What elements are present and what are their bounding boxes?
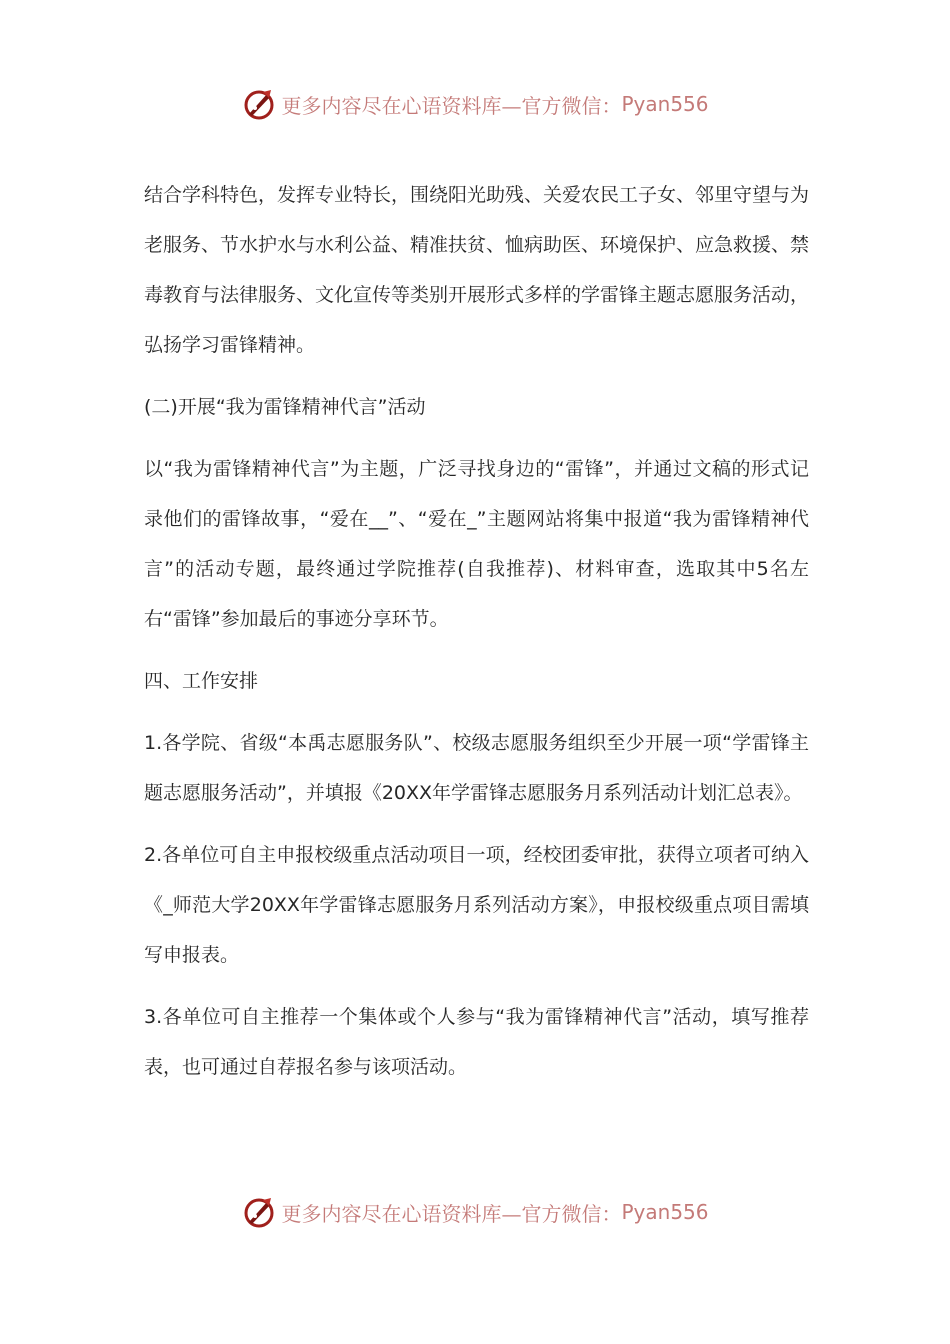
pen-logo-icon [241,1194,277,1230]
paragraph-intro: 结合学科特色，发挥专业特长，围绕阳光助残、关爱农民工子女、邻里守望与为老服务、节水护水与水利公益、精准扶贫、恤病助医、环境保护、应急救援、禁毒教育与法律服务、文化宣传等类别开展形式多样的学雷锋主题志愿服务活动，弘扬学习雷锋精神。 [144,184,810,356]
watermark-id: Pyan556 [621,92,709,116]
watermark-text: 更多内容尽在心语资料库—官方微信： [281,1201,622,1226]
list-item: 3.各单位可自主推荐一个集体或个人参与“我为雷锋精神代言”活动，填写推荐表，也可通过自荐报名参与该项活动。 [144,1006,809,1078]
header-watermark [0,84,950,124]
paragraph-activity: 以“我为雷锋精神代言”为主题，广泛寻找身边的“雷锋”，并通过文稿的形式记录他们的雷锋故事，“爱在__”、“爱在_”主题网站将集中报道“我为雷锋精神代言”的活动专题，最终通过学院推荐(自我推荐)、材料审查，选取其中5名左右“雷锋”参加最后的事迹分享环节。 [144,458,809,630]
pen-logo-icon [241,86,277,122]
section-heading: 四、工作安排 [144,670,259,692]
list-item: 1.各学院、省级“本禹志愿服务队”、校级志愿服务组织至少开展一项“学雷锋主题志愿服务活动”，并填报《20XX年学雷锋志愿服务月系列活动计划汇总表》。 [144,732,809,804]
footer-watermark [0,1192,950,1232]
section-heading: (二)开展“我为雷锋精神代言”活动 [144,396,426,418]
list-item: 2.各单位可自主申报校级重点活动项目一项，经校团委审批，获得立项者可纳入《_师范大学20XX年学雷锋志愿服务月系列活动方案》，申报校级重点项目需填写申报表。 [144,844,809,966]
watermark-id: Pyan556 [621,1200,709,1224]
document-body [144,170,809,1092]
watermark-text: 更多内容尽在心语资料库—官方微信： [281,93,622,118]
